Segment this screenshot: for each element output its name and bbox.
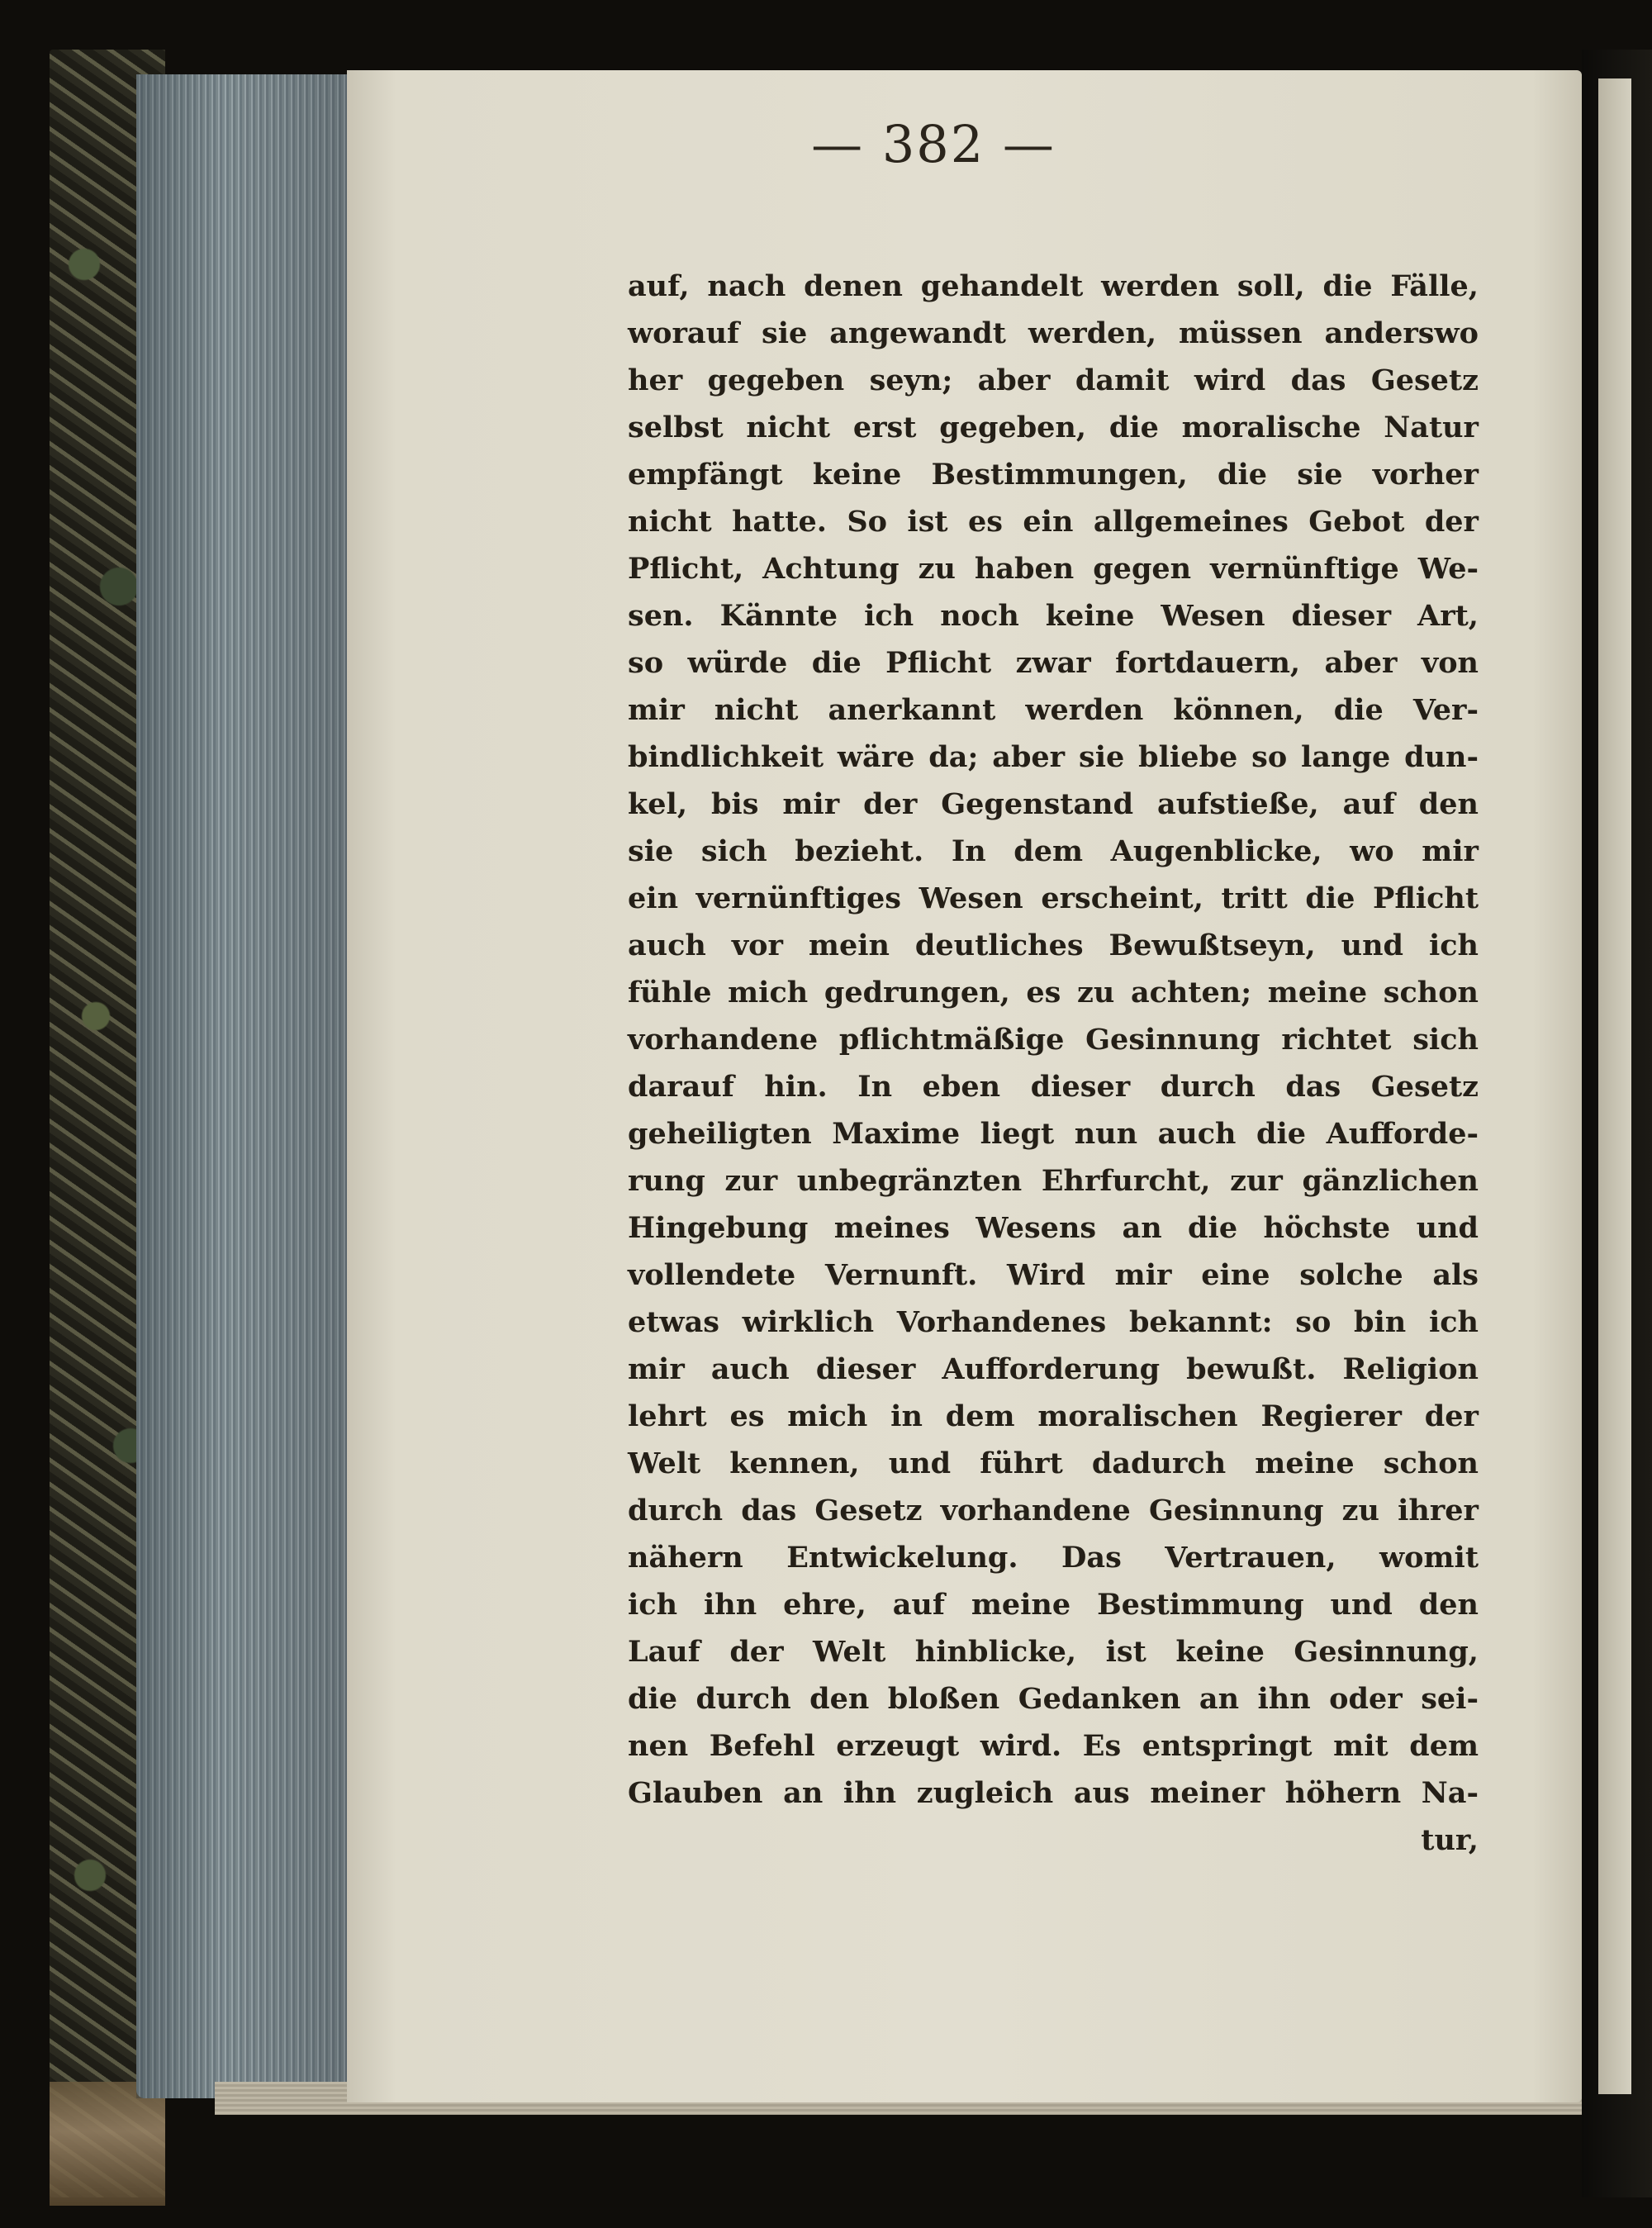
text-line: her gegeben seyn; aber damit wird das Gesetz xyxy=(628,363,1479,397)
text-line: nen Befehl erzeugt wird. Es entspringt mit dem xyxy=(628,1729,1479,1763)
text-line: darauf hin. In eben dieser durch das Gesetz xyxy=(628,1070,1479,1104)
text-line: fühle mich gedrungen, es zu achten; meine schon xyxy=(628,976,1479,1009)
text-line: mir nicht anerkannt werden können, die Ver- xyxy=(628,693,1479,727)
facing-page-sliver xyxy=(1598,78,1631,2094)
text-line: die durch den bloßen Gedanken an ihn oder sei- xyxy=(628,1682,1479,1716)
text-line: auch vor mein deutliches Bewußtseyn, und ich xyxy=(628,929,1479,962)
text-line: Pflicht, Achtung zu haben gegen vernünftige We- xyxy=(628,552,1479,586)
text-line: rung zur unbegränzten Ehrfurcht, zur gänzlichen xyxy=(628,1164,1479,1198)
text-line: Lauf der Welt hinblicke, ist keine Gesinnung, xyxy=(628,1635,1479,1669)
text-line: nicht hatte. So ist es ein allgemeines Gebot der xyxy=(628,505,1479,539)
text-line: empfängt keine Bestimmungen, die sie vorher xyxy=(628,458,1479,492)
text-line: ich ihn ehre, auf meine Bestimmung und den xyxy=(628,1588,1479,1622)
page-header: — 382 — xyxy=(811,114,1056,174)
text-line: worauf sie angewandt werden, müssen anderswo xyxy=(628,316,1479,350)
text-line: Glauben an ihn zugleich aus meiner höhern Na- xyxy=(628,1776,1479,1810)
text-line: sie sich bezieht. In dem Augenblicke, wo mir xyxy=(628,834,1479,868)
text-line: bindlichkeit wäre da; aber sie bliebe so lange dun- xyxy=(628,740,1479,774)
text-line: vorhandene pflichtmäßige Gesinnung richtet sich xyxy=(628,1023,1479,1057)
cover-corner xyxy=(50,2082,165,2206)
text-line: ein vernünftiges Wesen erscheint, tritt die Pflicht xyxy=(628,881,1479,915)
text-line: Hingebung meines Wesens an die höchste und xyxy=(628,1211,1479,1245)
text-line: durch das Gesetz vorhandene Gesinnung zu ihrer xyxy=(628,1494,1479,1527)
text-line: sen. Kännte ich noch keine Wesen dieser Art, xyxy=(628,599,1479,633)
text-line: kel, bis mir der Gegenstand aufstieße, auf den xyxy=(628,787,1479,821)
body-text xyxy=(628,263,1479,1864)
text-line: vollendete Vernunft. Wird mir eine solche als xyxy=(628,1258,1479,1292)
text-line: etwas wirklich Vorhandenes bekannt: so bin ich xyxy=(628,1305,1479,1339)
page-edges-shade xyxy=(136,74,359,2098)
text-line: auf, nach denen gehandelt werden soll, die Fälle, xyxy=(628,269,1479,303)
text-line: Welt kennen, und führt dadurch meine schon xyxy=(628,1447,1479,1480)
text-line: geheiligten Maxime liegt nun auch die Aufforde- xyxy=(628,1117,1479,1151)
text-line: so würde die Pflicht zwar fortdauern, aber von xyxy=(628,646,1479,680)
text-line: mir auch dieser Aufforderung bewußt. Religion xyxy=(628,1352,1479,1386)
catchword: tur, xyxy=(1421,1823,1479,1857)
text-line: selbst nicht erst gegeben, die moralische Natur xyxy=(628,411,1479,444)
text-line: lehrt es mich in dem moralischen Regierer der xyxy=(628,1399,1479,1433)
text-line: nähern Entwickelung. Das Vertrauen, womit xyxy=(628,1541,1479,1575)
